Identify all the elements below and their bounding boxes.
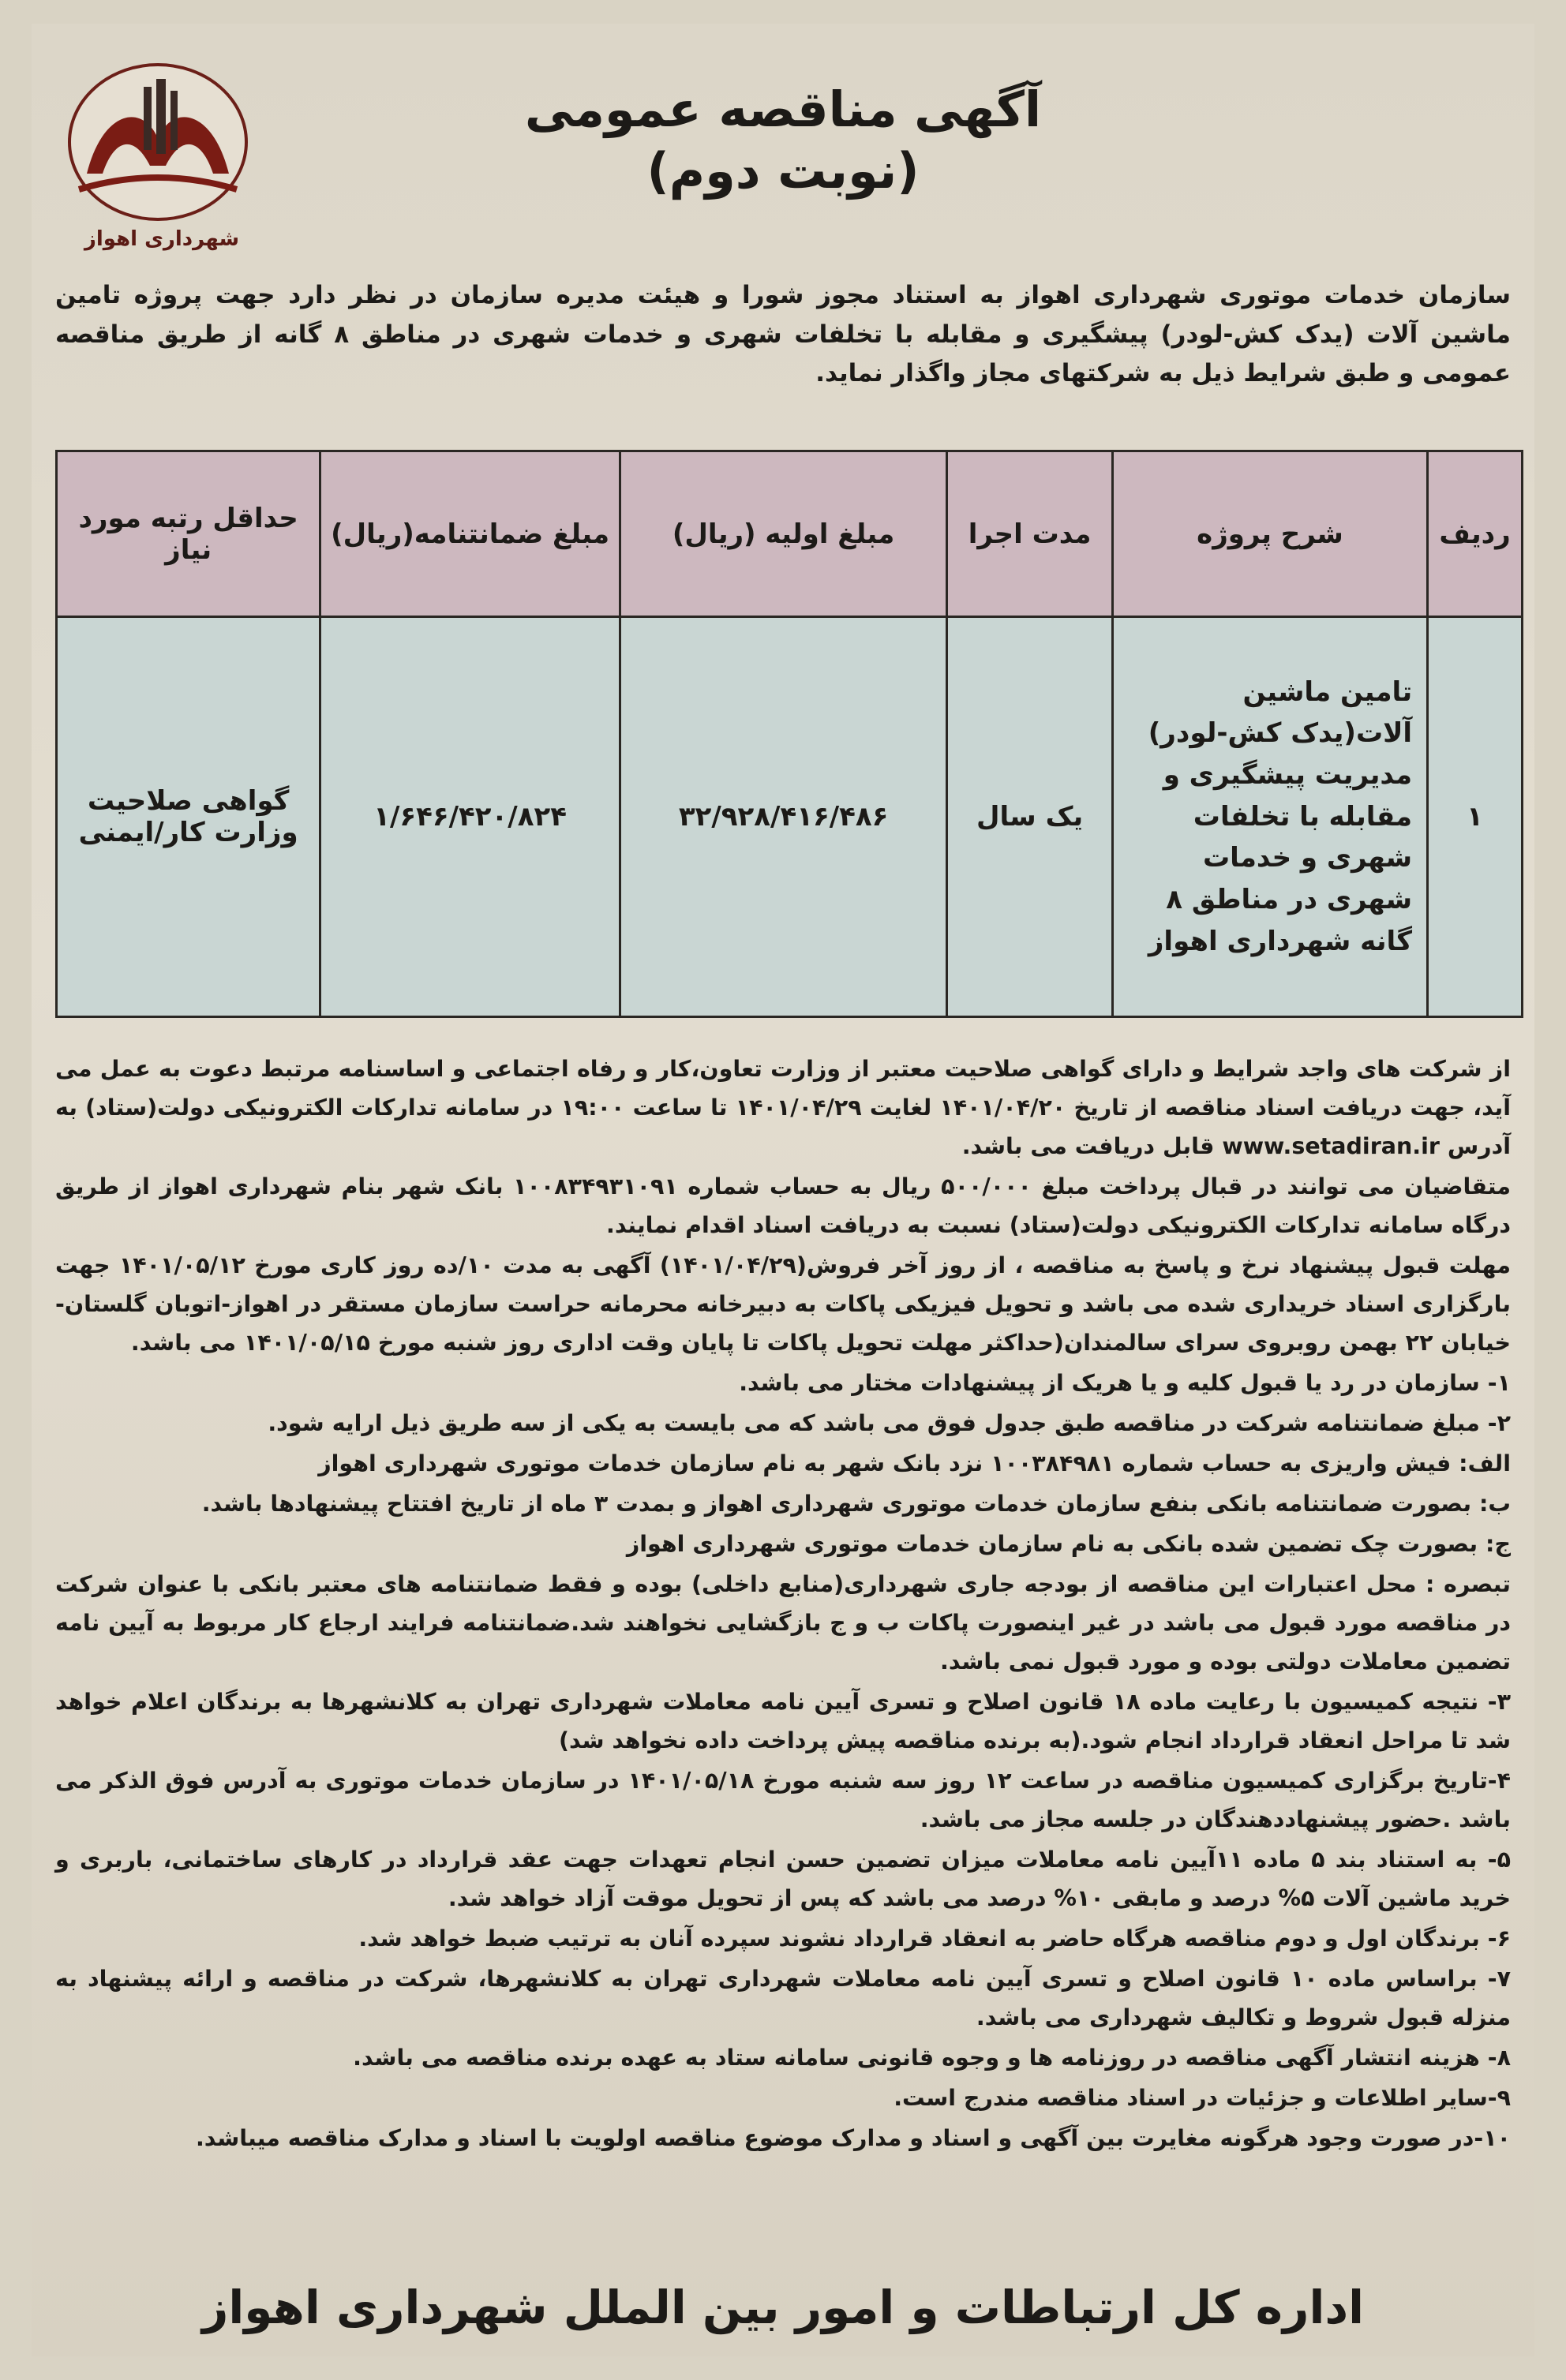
paragraph-deadline: مهلت قبول پیشنهاد نرخ و پاسخ به مناقصه ، از روز آخر فروش(۱۴۰۱/۰۴/۲۹) آگهی به مدت ۱۰/ده روز کاری مورخ ۱۴۰۱/۰۵/۱۲ جهت بارگزاری اسناد خریداری شده می باشد و تحویل فیزیکی پاکات به دبیرخانه محرمانه حراست سازمان مستقر در اهواز-اتوبان گلستان-خیابان ۲۲ بهمن روبروی سرای سالمندان(حداکثر مهلت تحویل پاکات تا پایان وقت اداری روز شنبه مورخ ۱۴۰۱/۰۵/۱۵ می باشد. xyxy=(55,1252,1511,1357)
condition-item: ۳- نتیجه کمیسیون با رعایت ماده ۱۸ قانون اصلاح و تسری آیین نامه معاملات شهرداری تهران به کلانشهرها به برندگان اعلام خواهد شد تا مراحل انعقاد قرارداد انجام شود.(به برنده مناقصه پیش پرداخت داده نخواهد شد) xyxy=(55,1689,1511,1754)
cell-guarantee-amount: ۱/۶۴۶/۴۲۰/۸۲۴ xyxy=(320,617,620,1017)
cell-initial-amount: ۳۲/۹۲۸/۴۱۶/۴۸۶ xyxy=(620,617,946,1017)
tender-table xyxy=(55,450,1523,1018)
header-row-number: ردیف xyxy=(1428,451,1523,617)
condition-item: ۱۰-در صورت وجود هرگونه مغایرت بین آگهی و اسناد و مدارک موضوع مناقصه اولویت با اسناد و مدارک مناقصه میباشد. xyxy=(195,2125,1511,2152)
cell-min-rank: گواهی صلاحیت وزارت کار/ایمنی xyxy=(57,617,320,1017)
condition-item: ۸- هزینه انتشار آگهی مناقصه در روزنامه ها و وجوه قانونی سامانه ستاد به عهده برنده مناقصه می باشد. xyxy=(353,2045,1511,2071)
condition-item: ۴-تاریخ برگزاری کمیسیون مناقصه در ساعت ۱۲ روز سه شنبه مورخ ۱۴۰۱/۰۵/۱۸ در سازمان خدمات موتوری به آدرس فوق الذکر می باشد .حضور پیشنهاددهندگان در جلسه مجاز می باشد. xyxy=(55,1768,1512,1833)
footer-signature: اداره کل ارتباطات و امور بین الملل شهرداری اهواز xyxy=(202,2281,1364,2334)
condition-item: ۷- براساس ماده ۱۰ قانون اصلاح و تسری آیین نامه معاملات شهرداری تهران به کلانشهرها، شرکت در مناقصه و ارائه پیشنهاد به منزله قبول شروط و تکالیف شهرداری می باشد. xyxy=(55,1966,1511,2031)
municipality-logo xyxy=(55,55,260,253)
logo-caption: شهرداری اهواز xyxy=(84,227,240,251)
condition-item: ۲- مبلغ ضمانتنامه شرکت در مناقصه طبق جدول فوق می باشد که می بایست به یکی از سه طریق ذیل ارایه شود. xyxy=(268,1410,1511,1437)
conditions-text xyxy=(55,1050,1511,2159)
condition-item: ۱- سازمان در رد یا قبول کلیه و یا هریک از پیشنهادات مختار می باشد. xyxy=(739,1370,1511,1397)
cell-row-number: ۱ xyxy=(1428,617,1523,1017)
header-duration: مدت اجرا xyxy=(947,451,1113,617)
condition-subitem: ب: بصورت ضمانتنامه بانکی بنفع سازمان خدمات موتوری شهرداری اهواز و بمدت ۳ ماه از تاریخ افتتاح پیشنهادها باشد. xyxy=(201,1491,1511,1517)
condition-item: ۹-سایر اطلاعات و جزئیات در اسناد مناقصه مندرج است. xyxy=(894,2085,1511,2112)
page-title xyxy=(268,79,1298,201)
title-line-1: آگهی مناقصه عمومی xyxy=(524,80,1042,138)
header-min-rank: حداقل رتبه مورد نیاز xyxy=(57,451,320,617)
title-line-2: (نوبت دوم) xyxy=(646,141,920,200)
ahvaz-municipality-logo-icon xyxy=(55,55,260,225)
condition-subitem: ج: بصورت چک تضمین شده بانکی به نام سازمان خدمات موتوری شهرداری اهواز xyxy=(626,1531,1511,1558)
header-initial-amount: مبلغ اولیه (ریال) xyxy=(620,451,946,617)
condition-item: ۵- به استناد بند ۵ ماده ۱۱آیین نامه معاملات میزان تضمین حسن انجام تعهدات جهت عقد قرارداد در کارهای ساختمانی، باربری و خرید ماشین آلات ۵% درصد و مابقی ۱۰% درصد می باشد که پس از تحویل موقت آزاد خواهد شد. xyxy=(55,1847,1511,1912)
header-guarantee-amount: مبلغ ضمانتنامه(ریال) xyxy=(320,451,620,617)
table-row xyxy=(57,617,1523,1017)
paragraph-eligibility: از شرکت های واجد شرایط و دارای گواهی صلاحیت معتبر از وزارت تعاون،کار و رفاه اجتماعی و اساسنامه مرتبط دعوت به عمل می آید، جهت دریافت اسناد مناقصه از تاریخ ۱۴۰۱/۰۴/۲۰ لغایت ۱۴۰۱/۰۴/۲۹ تا ساعت ۱۹:۰۰ در سامانه تدارکات الکترونیکی دولت(ستاد) به آدرس www.setadiran.ir قابل دریافت می باشد. xyxy=(55,1056,1511,1160)
paragraph-fee: متقاضیان می توانند در قبال پرداخت مبلغ ۵۰۰/۰۰۰ ریال به حساب شماره ۱۰۰۸۳۴۹۳۱۰۹۱ بانک شهر بنام شهرداری اهواز از طریق درگاه سامانه تدارکات الکترونیکی دولت(ستاد) نسبت به دریافت اسناد اقدام نمایند. xyxy=(55,1173,1511,1239)
table-header-row xyxy=(57,451,1523,617)
intro-paragraph: سازمان خدمات موتوری شهرداری اهواز به استناد مجوز شورا و هیئت مدیره سازمان در نظر دارد جهت پروژه تامین ماشین آلات (یدک کش-لودر) پیشگیری و مقابله با تخلفات شهری و خدمات شهری در مناطق ۸ گانه از طریق مناقصه عمومی و طبق شرایط ذیل به شرکتهای مجاز واگذار نماید. xyxy=(55,281,1511,388)
cell-description: تامین ماشین آلات(یدک کش-لودر) مدیریت پیشگیری و مقابله با تخلفات شهری و خدمات شهری در مناطق ۸ گانه شهرداری اهواز xyxy=(1112,617,1427,1017)
cell-duration: یک سال xyxy=(947,617,1113,1017)
newspaper-clipping xyxy=(32,24,1534,2356)
condition-item: ۶- برندگان اول و دوم مناقصه هرگاه حاضر به انعقاد قرارداد نشوند سپرده آنان به ترتیب ضبط خواهد شد. xyxy=(358,1925,1511,1952)
note-paragraph: تبصره : محل اعتبارات این مناقصه از بودجه جاری شهرداری(منابع داخلی) بوده و فقط ضمانتنامه های معتبر بانکی با عنوان شرکت در مناقصه مورد قبول می باشد در غیر اینصورت پاکات ب و ج بازگشایی نخواهند شد.ضمانتنامه فرایند ارجاع کار مربوط به آیین نامه تضمین معاملات دولتی بوده و مورد قبول نمی باشد. xyxy=(55,1571,1511,1675)
header-description: شرح پروژه xyxy=(1112,451,1427,617)
condition-subitem: الف: فیش واریزی به حساب شماره ۱۰۰۳۸۴۹۸۱ نزد بانک شهر به نام سازمان خدمات موتوری شهرداری اهواز xyxy=(318,1450,1511,1477)
